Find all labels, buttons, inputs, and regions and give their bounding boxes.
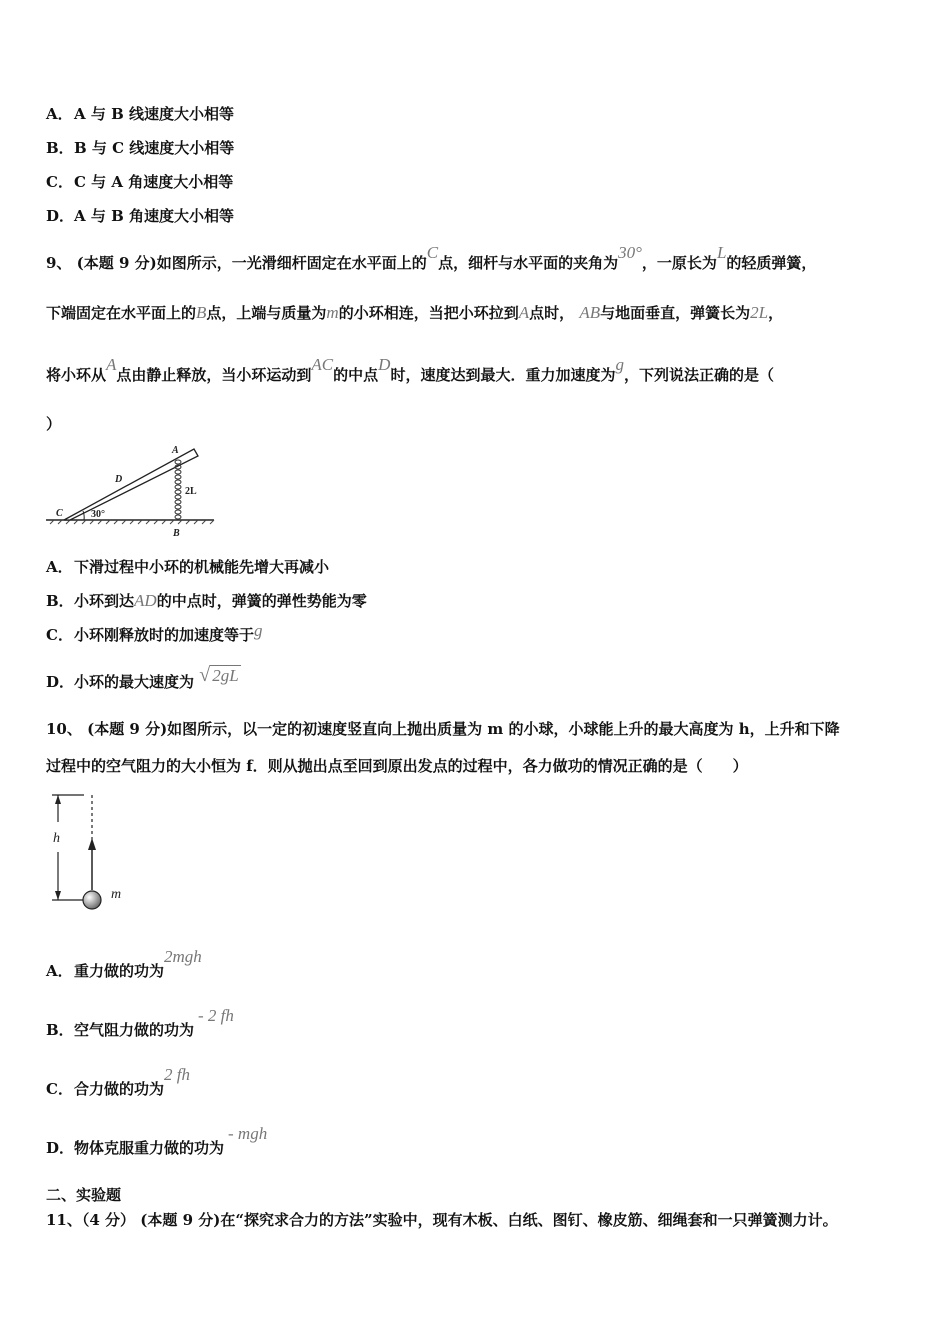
- fig-label-a: A: [172, 445, 179, 456]
- q9-line-3: 将小环从A点由静止释放，当小环运动到AC的中点D时，速度达到最大．重力加速度为g，下列说法正确的是（: [46, 355, 774, 384]
- q9-option-b: B．小环到达AD的中点时，弹簧的弹性势能为零: [46, 591, 367, 610]
- q8-option-d: D．A 与 B 角速度大小相等: [46, 207, 234, 225]
- q8-option-c: C．C 与 A 角速度大小相等: [46, 173, 234, 191]
- fig-label-h: h: [53, 831, 60, 846]
- q10-line-1: 10、 (本题 9 分)如图所示，以一定的初速度竖直向上抛出质量为 m 的小球，小球能上升的最大高度为 h，上升和下降: [46, 720, 840, 738]
- q9-line-1: 9、 (本题 9 分)如图所示，一光滑细杆固定在水平面上的C点，细杆与水平面的夹角为30°，一原长为L的轻质弹簧，: [46, 243, 817, 272]
- section-title-experiment: 二、实验题: [46, 1186, 122, 1204]
- q10-option-a: A．重力做的功为2mgh: [46, 947, 202, 980]
- q9-option-d: D．小环的最大速度为 √ 2gL: [46, 664, 239, 691]
- fig-label-c: C: [56, 508, 63, 519]
- q8-option-a: A．A 与 B 线速度大小相等: [46, 105, 234, 123]
- q10-option-c: C．合力做的功为2 fh: [46, 1065, 190, 1098]
- q10-option-d: D．物体克服重力做的功为- mgh: [46, 1124, 268, 1157]
- q10-line-2: 过程中的空气阻力的大小恒为 f．则从抛出点至回到原出发点的过程中，各力做功的情况正确的是（ ）: [46, 757, 748, 775]
- fig-label-d: D: [115, 474, 123, 485]
- q8-option-b: B．B 与 C 线速度大小相等: [46, 139, 235, 157]
- q9-line-4: ）: [46, 415, 62, 433]
- q9-option-c: C．小环刚释放时的加速度等于g: [46, 621, 263, 644]
- fig-label-b: B: [173, 528, 180, 539]
- q9-option-a: A．下滑过程中小环的机械能先增大再减小: [46, 558, 330, 576]
- sqrt-expression: √ 2gL: [199, 664, 239, 686]
- q9-figure: [44, 444, 220, 540]
- q10-figure: [44, 790, 140, 914]
- q10-option-b: B．空气阻力做的功为- 2 fh: [46, 1006, 234, 1039]
- ball: [83, 891, 101, 909]
- fig-label-m: m: [111, 887, 122, 902]
- fig-label-angle: 30°: [91, 509, 105, 520]
- q11-line-1: 11、（4 分） (本题 9 分)在“探究求合力的方法”实验中，现有木板、白纸、图钉、橡皮筋、细绳套和一只弹簧测力计。: [46, 1211, 838, 1229]
- fig-label-2l: 2L: [185, 486, 197, 497]
- q9-line-2: 下端固定在水平面上的B点，上端与质量为m的小环相连，当把小环拉到A点时， AB与地面垂直，弹簧长为2L，: [46, 303, 784, 322]
